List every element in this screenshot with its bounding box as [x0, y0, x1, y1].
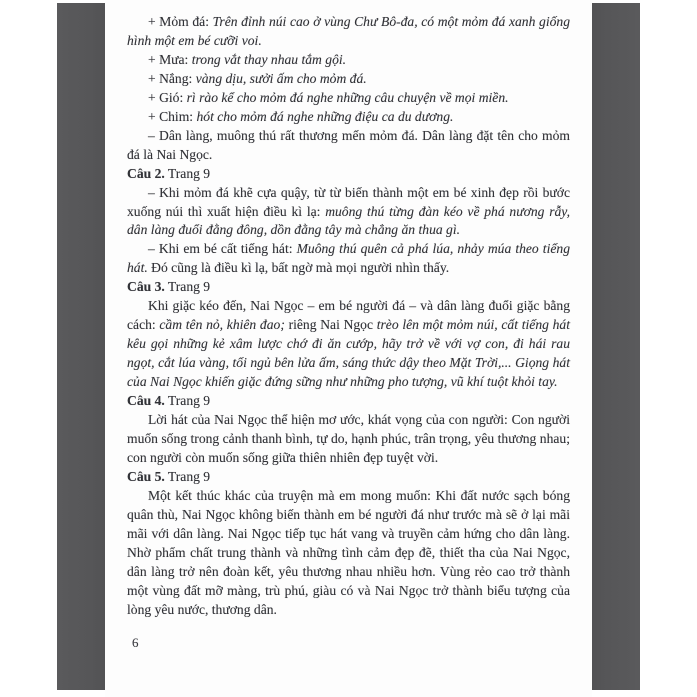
text-run: Trang 9 — [164, 468, 211, 484]
text-run: – Khi em bé cất tiếng hát: — [148, 241, 297, 257]
book-page — [105, 0, 592, 697]
question-heading — [127, 392, 570, 411]
text-run: Đó cũng là điều kì lạ, bất ngờ mà mọi người nhìn thấy. — [151, 260, 450, 276]
question-heading — [127, 468, 570, 487]
quoted-text-run: trong vắt thay nhau tắm gội. — [191, 51, 347, 67]
paragraph — [127, 13, 570, 51]
quoted-text-run: rì rào kể cho mỏm đá nghe những câu chuyện về mọi miền. — [186, 89, 509, 105]
paragraph — [127, 127, 570, 165]
text-run: riêng Nai Ngọc — [288, 317, 377, 333]
text-run: Một kết thúc khác của truyện mà em mong muốn: Khi đất nước sạch bóng quân thù, Nai Ngọc không biến thành em bé người đá như trước mà sẽ ở lại mãi mãi với dân làng. Nai Ngọc tiếp tục hát vang và truyền cảm hứng cho dân làng. Nhờ phẩm chất trung thành và những tình cảm đẹp đẽ, thiết tha của Nai Ngọc, dân làng trở nên đoàn kết, yêu thương nhau nhiều hơn. Vùng rẻo cao trở thành một vùng đất mỡ màng, trù phú, giàu có và Nai Ngọc trở thành biểu tượng của lòng yêu nước, thương dân. — [127, 487, 570, 617]
paragraph — [127, 297, 570, 392]
paragraph — [127, 411, 570, 468]
page-number: 6 — [132, 635, 139, 650]
paragraph — [127, 108, 570, 127]
text-run: Khi giặc kéo đến, Nai Ngọc – em bé người đá – và dân làng đuổi giặc bằng cách: — [127, 298, 570, 333]
paragraph — [127, 184, 570, 241]
paragraph — [127, 89, 570, 108]
question-label: Câu 3. — [127, 279, 165, 295]
quoted-text-run: trèo lên một mỏm núi, cất tiếng hát kêu gọi những kẻ xâm lược chớ đi ăn cướp, hãy trở về với vợ con, đi hái rau ngọt, cắt lúa vàng, tối ngủ bên lửa ấm, sáng thức dậy theo Mặt Trời,... Giọng hát của Nai Ngọc khiến giặc đứng sững như những pho tượng, vũ khí tuột khỏi tay. — [127, 317, 570, 390]
text-run: + Nắng: — [148, 70, 196, 86]
question-label: Câu 4. — [127, 393, 165, 409]
paragraph — [127, 240, 570, 278]
page-text — [127, 13, 570, 620]
text-run: Lời hát của Nai Ngọc thể hiện mơ ước, khát vọng của con người: Con người muốn sống trong cảnh thanh bình, tự do, hạnh phúc, trân trọng, yêu thương nhau; con người còn muốn sống giữa thiên nhiên đẹp tuyệt vời. — [127, 412, 570, 465]
text-run: Trang 9 — [164, 165, 211, 181]
text-run: + Mưa: — [148, 51, 192, 67]
photo-right-edge — [592, 3, 640, 690]
quoted-text-run: cầm tên nỏ, khiên đao; — [159, 317, 289, 333]
text-run: Trang 9 — [164, 279, 211, 295]
quoted-text-run: muông thú từng đàn kéo về phá nương rẫy, dân làng đuổi đằng đông, dồn đằng tây mà chẳng ăn thua gì. — [127, 203, 570, 238]
text-run: Trang 9 — [164, 393, 211, 409]
text-run: – Khi mỏm đá khẽ cựa quậy, từ từ biến thành một em bé xinh đẹp rồi bước xuống núi thì xuất hiện điều kì lạ: — [127, 184, 570, 219]
photo-left-edge — [57, 3, 105, 690]
text-run: + Chim: — [148, 108, 197, 124]
paragraph — [127, 51, 570, 70]
question-heading — [127, 165, 570, 184]
quoted-text-run: Muông thú quên cả phá lúa, nhảy múa theo tiếng hát. — [127, 241, 570, 276]
quoted-text-run: Trên đỉnh núi cao ở vùng Chư Bô-đa, có một mỏm đá xanh giống hình một em bé cưỡi voi. — [127, 14, 570, 48]
paragraph — [127, 487, 570, 620]
text-run: – Dân làng, muông thú rất thương mến mỏm đá. Dân làng đặt tên cho mỏm đá là Nai Ngọc. — [127, 127, 570, 162]
question-label: Câu 5. — [127, 468, 165, 484]
text-run: + Gió: — [148, 89, 187, 105]
question-heading — [127, 278, 570, 297]
paragraph — [127, 70, 570, 89]
quoted-text-run: hót cho mỏm đá nghe những điệu ca du dương. — [196, 108, 454, 124]
text-run: + Mỏm đá: — [148, 14, 213, 29]
question-label: Câu 2. — [127, 165, 165, 181]
quoted-text-run: vàng dịu, sưởi ấm cho mỏm đá. — [195, 70, 367, 86]
